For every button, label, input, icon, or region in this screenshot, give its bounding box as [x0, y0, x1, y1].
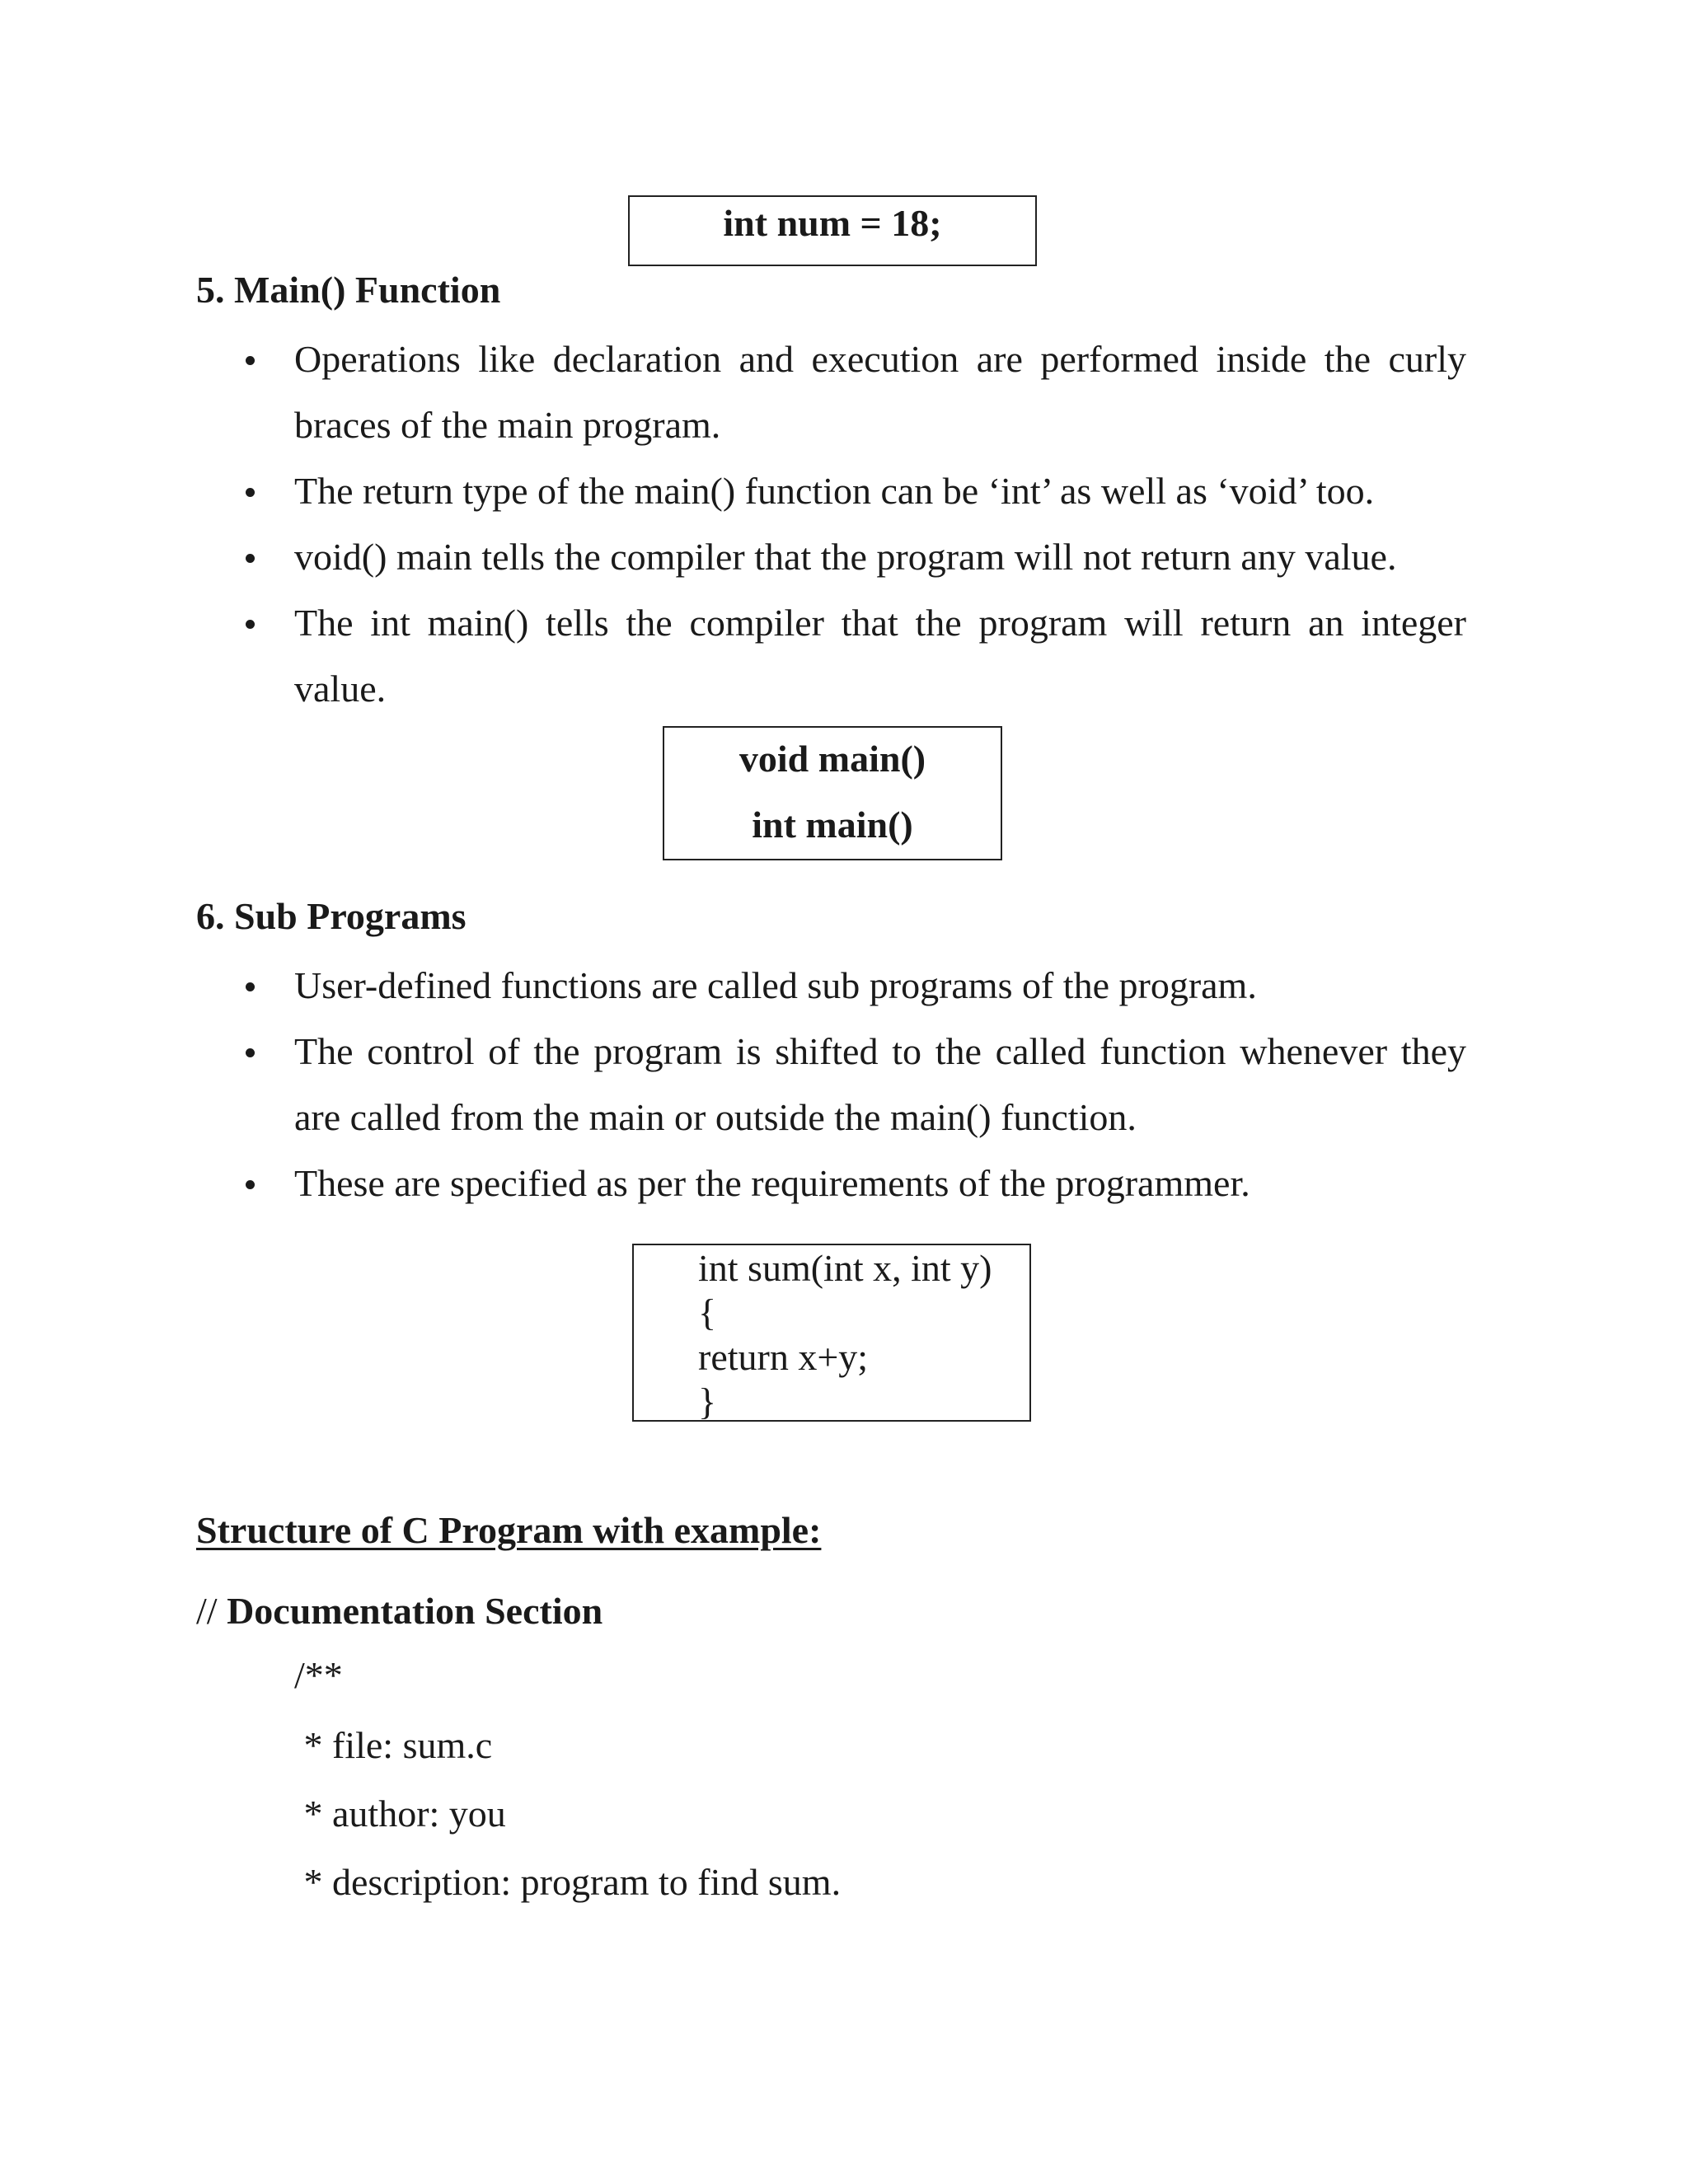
structure-heading: Structure of C Program with example: — [196, 1509, 822, 1551]
bullet-item-sub-2: The control of the program is shifted to the called function whenever they are called from the main or outside the main() function. — [294, 1030, 1466, 1138]
doc-comment-line: * author: you — [294, 1793, 506, 1835]
code-line: void main() — [738, 738, 926, 780]
documentation-section-heading — [196, 1586, 603, 1636]
bullet-item-main-2: The return type of the main() function can be ‘int’ as well as ‘void’ too. — [294, 470, 1375, 512]
bullet-dot — [246, 1180, 255, 1189]
doc-comment-line: * file: sum.c — [294, 1724, 493, 1766]
bullet-dot — [246, 982, 255, 991]
documentation-section-title: Documentation Section — [227, 1590, 603, 1632]
bullet-item-main-1: Operations like declaration and execution are performed inside the curly braces of the main program. — [294, 338, 1466, 446]
section-heading-main-function: 5. Main() Function — [196, 269, 501, 311]
code-line: { — [698, 1291, 717, 1333]
code-line: } — [698, 1380, 717, 1422]
bullet-dot — [246, 488, 255, 497]
bullet-item-sub-3: These are specified as per the requirements of the programmer. — [294, 1162, 1250, 1204]
code-box-sum-function — [632, 1244, 1031, 1422]
bullet-item-main-3: void() main tells the compiler that the program will not return any value. — [294, 536, 1397, 578]
code-line: int num = 18; — [723, 202, 942, 244]
bullet-item-sub-1: User-defined functions are called sub programs of the program. — [294, 964, 1257, 1006]
bullet-dot — [246, 620, 255, 629]
code-line: int main() — [752, 804, 913, 846]
doc-comment-line: * description: program to find sum. — [294, 1861, 842, 1903]
bullet-dot — [246, 1048, 255, 1057]
bullet-item-main-4: The int main() tells the compiler that the program will return an integer value. — [294, 602, 1466, 710]
code-line: return x+y; — [698, 1336, 869, 1378]
code-box-main-signatures — [663, 726, 1002, 860]
bullet-dot — [246, 554, 255, 563]
comment-prefix: // — [196, 1590, 227, 1632]
doc-comment-line: /** — [294, 1654, 343, 1696]
section-heading-sub-programs: 6. Sub Programs — [196, 895, 467, 937]
code-box-int-num — [628, 195, 1037, 266]
code-line: int sum(int x, int y) — [698, 1247, 992, 1289]
bullet-dot — [246, 356, 255, 365]
